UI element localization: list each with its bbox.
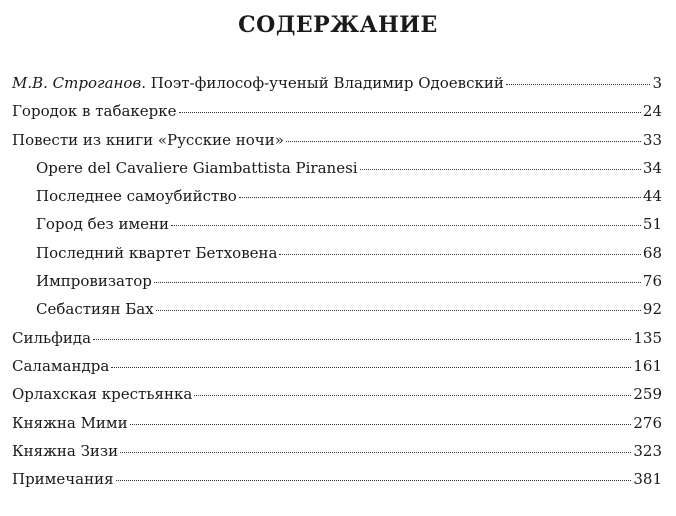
dot-leader — [116, 480, 632, 481]
toc-entry-page: 381 — [633, 470, 662, 489]
toc-entry-title: Повести из книги «Русские ночи» — [12, 130, 284, 149]
toc-entry — [12, 131, 662, 159]
toc-entry-title: Сильфида — [12, 328, 92, 347]
toc-entry-text — [12, 74, 504, 92]
toc-entry-page: 76 — [642, 272, 662, 291]
toc-entry-title: Примечания — [12, 470, 114, 489]
toc-entry — [12, 357, 662, 385]
toc-entry-title: Княжна Мими — [12, 413, 128, 432]
toc-entry — [12, 470, 662, 498]
toc-subentry — [12, 215, 662, 243]
dot-leader — [179, 112, 641, 113]
toc-entry-author: М.В. Строганов — [12, 74, 142, 92]
dot-leader — [130, 424, 632, 425]
toc-entry-title: Импровизатор — [36, 272, 152, 291]
dot-leader — [120, 452, 631, 453]
toc-entry-page: 276 — [633, 413, 662, 432]
toc-entry-title: Город без имени — [36, 215, 169, 234]
toc-entry-title: Себастиян Бах — [36, 300, 154, 319]
toc-entry-page: 24 — [642, 102, 662, 121]
toc-entry-page: 68 — [642, 243, 662, 262]
dot-leader — [93, 339, 631, 340]
toc-subentry — [12, 272, 662, 300]
table-of-contents — [12, 74, 662, 498]
dot-leader — [286, 141, 641, 142]
toc-entry — [12, 414, 662, 442]
dot-leader — [154, 282, 641, 283]
toc-subentry — [12, 159, 662, 187]
toc-entry — [12, 102, 662, 130]
toc-entry-intro-article — [12, 74, 662, 102]
toc-entry-page: 3 — [652, 74, 662, 92]
toc-entry-title: Саламандра — [12, 356, 110, 375]
dot-leader — [156, 310, 641, 311]
toc-entry — [12, 329, 662, 357]
toc-subentry — [12, 300, 662, 328]
toc-entry-page: 135 — [633, 328, 662, 347]
toc-entry-page: 34 — [642, 158, 662, 177]
dot-leader — [111, 367, 631, 368]
toc-entry-title: Городок в табакерке — [12, 102, 177, 121]
toc-entry-title: Орлахская крестьянка — [12, 385, 193, 404]
toc-entry-page: 33 — [642, 130, 662, 149]
toc-entry-title: Княжна Зизи — [12, 441, 119, 460]
toc-subentry — [12, 244, 662, 272]
page-title: СОДЕРЖАНИЕ — [238, 12, 438, 38]
toc-entry-page: 92 — [642, 300, 662, 319]
toc-entry-title: Opere del Cavaliere Giambattista Piranesi — [36, 158, 358, 177]
toc-entry-page: 161 — [633, 356, 662, 375]
toc-entry — [12, 385, 662, 413]
dot-leader — [239, 197, 641, 198]
dot-leader — [360, 169, 641, 170]
dot-leader — [194, 395, 631, 396]
toc-entry — [12, 442, 662, 470]
toc-entry-title: Последнее самоубийство — [36, 187, 237, 206]
toc-entry-page: 51 — [642, 215, 662, 234]
dot-leader — [279, 254, 640, 255]
toc-entry-page: 259 — [633, 385, 662, 404]
toc-entry-page: 44 — [642, 187, 662, 206]
toc-entry-title: Последний квартет Бетховена — [36, 243, 278, 262]
toc-entry-title: . Поэт-философ-ученый Владимир Одоевский — [141, 74, 504, 92]
dot-leader — [506, 84, 651, 85]
toc-subentry — [12, 187, 662, 215]
dot-leader — [171, 225, 641, 226]
toc-entry-page: 323 — [633, 441, 662, 460]
